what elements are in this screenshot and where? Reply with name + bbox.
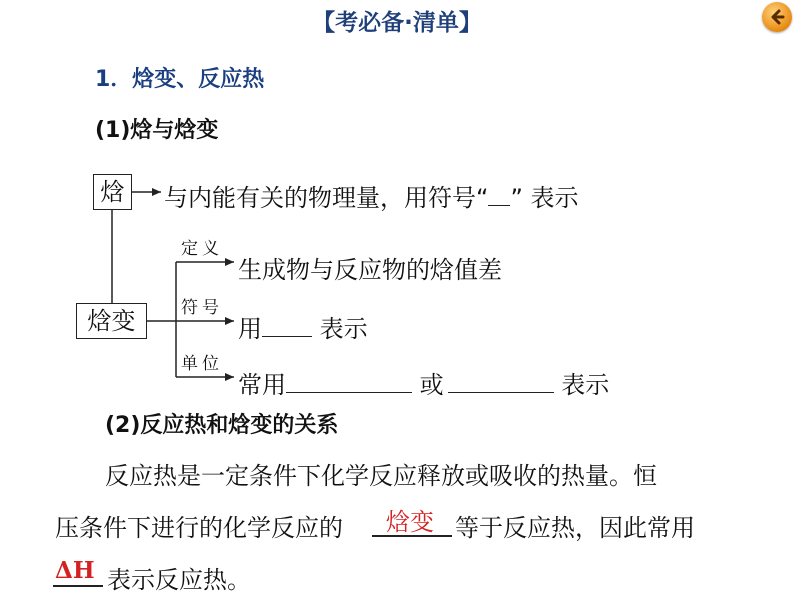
unit-answer-blank-2[interactable] xyxy=(448,368,554,393)
branch-tag-unit: 单位 xyxy=(181,354,223,374)
answer-delta-h: ΔH xyxy=(55,557,95,584)
branch-symbol-suffix: 表示 xyxy=(312,315,368,343)
paragraph-line-1: 反应热是一定条件下化学反应释放或吸收的热量。恒 xyxy=(105,462,657,490)
enthalpy-description xyxy=(164,178,579,213)
paragraph-line-2-prefix: 压条件下进行的化学反应的 xyxy=(55,514,343,542)
branch-tag-definition: 定义 xyxy=(181,239,223,259)
branch-tag-symbol: 符号 xyxy=(181,298,223,318)
symbol-answer-blank[interactable] xyxy=(262,312,312,337)
subsection-title-2: (2)反应热和焓变的关系 xyxy=(105,413,339,438)
branch-symbol-text xyxy=(238,309,368,344)
enthalpy-desc-prefix: 与内能有关的物理量，用符号“ xyxy=(164,184,489,212)
branch-unit-prefix: 常用 xyxy=(238,371,286,399)
branch-unit-text xyxy=(238,365,609,400)
answer-underline-2 xyxy=(53,585,103,587)
branch-unit-middle: 或 xyxy=(412,371,444,399)
section-title: 1．焓变、反应热 xyxy=(95,67,265,92)
branch-unit-suffix: 表示 xyxy=(553,371,610,399)
branch-symbol-prefix: 用 xyxy=(238,315,262,343)
subsection-title-1: (1)焓与焓变 xyxy=(95,118,219,143)
page-header-title: 【考必备·清单】 xyxy=(312,10,482,36)
unit-answer-blank-1[interactable] xyxy=(286,368,412,393)
enthalpy-desc-suffix: ” 表示 xyxy=(510,184,579,212)
enthalpy-change-box: 焓变 xyxy=(76,303,147,339)
enthalpy-box: 焓 xyxy=(93,174,132,210)
paragraph-line-3: 表示反应热。 xyxy=(107,566,251,594)
branch-definition-text: 生成物与反应物的焓值差 xyxy=(238,256,502,284)
answer-enthalpy-change: 焓变 xyxy=(386,508,434,536)
paragraph-line-2-suffix: 等于反应热，因此常用 xyxy=(455,514,695,542)
answer-underline-1 xyxy=(372,535,452,537)
symbol-blank[interactable] xyxy=(488,181,510,206)
